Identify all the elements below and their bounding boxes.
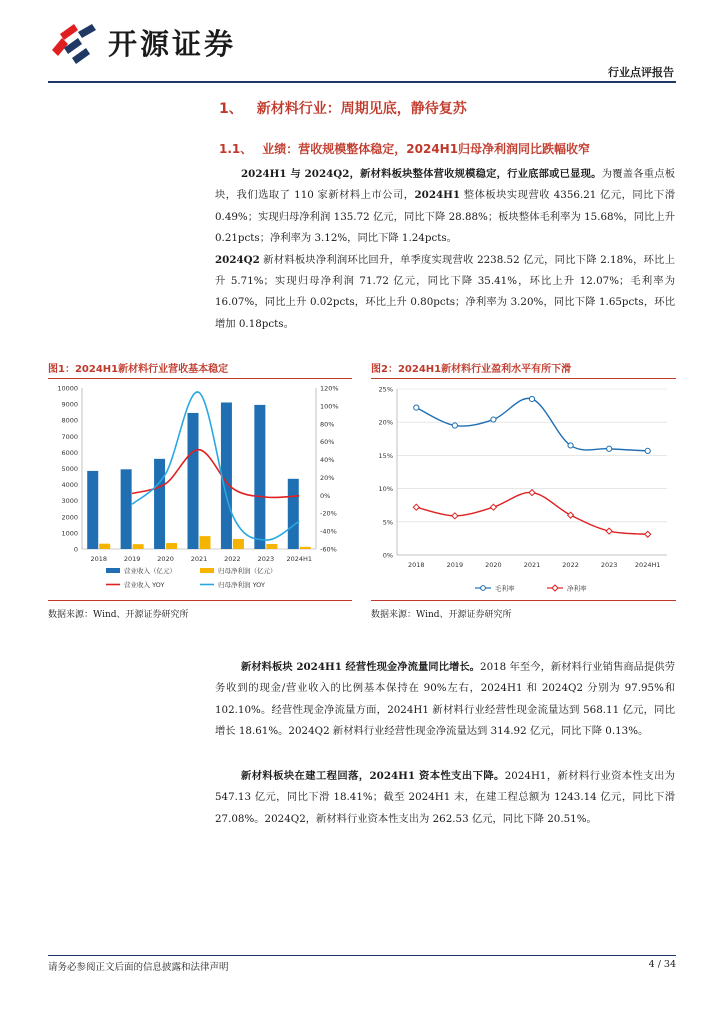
- bar-revenue: [254, 405, 265, 549]
- section-title: 新材料行业：周期见底，静待复苏: [256, 101, 467, 117]
- y-tick-label-left: 9000: [61, 400, 78, 409]
- subsection-number: 1.1、: [219, 142, 253, 156]
- page-number: 4 / 34: [648, 959, 676, 970]
- bar-net-profit: [99, 544, 110, 549]
- point-gross-margin: [607, 446, 612, 451]
- y-tick-label-right: 60%: [320, 438, 335, 447]
- point-net-margin: [568, 512, 574, 518]
- bar-revenue: [154, 459, 165, 549]
- subsection-heading: [219, 140, 590, 157]
- y-tick-label-left: 1000: [61, 529, 78, 538]
- paragraph-text: 2024H1，新材料行业资本性支出为 547.13 亿元，同比下滑 18.41%；截至 2024H1 末，在建工程总额为 1243.14 亿元，同比下滑 27.08%。2024Q2，新材料行业资本性支出为 262.53 亿元，同比下降 20.51%。: [215, 770, 675, 825]
- y-tick-label-right: 40%: [320, 456, 335, 465]
- paragraph-capex: [215, 766, 675, 830]
- footer-disclaimer: 请务必参阅正文后面的信息披露和法律声明: [48, 962, 229, 973]
- x-tick-label: 2021: [190, 555, 208, 563]
- x-tick-label: 2018: [408, 561, 425, 569]
- bar-revenue: [188, 413, 199, 549]
- point-net-margin: [490, 504, 496, 510]
- paragraph-lead: 新材料板块在建工程回落，2024H1 资本性支出下降。: [241, 770, 505, 782]
- y-tick-label-right: -60%: [320, 545, 337, 554]
- point-gross-margin: [414, 405, 419, 410]
- y-tick-label-right: 0%: [320, 491, 331, 500]
- x-tick-label: 2022: [224, 555, 241, 563]
- y-tick-label: 15%: [378, 451, 393, 460]
- section-number: 1、: [219, 101, 243, 117]
- y-tick-label-left: 4000: [61, 481, 78, 490]
- y-tick-label-left: 5000: [61, 465, 78, 473]
- line-net-margin: [416, 492, 647, 534]
- paragraph-text: 新材料板块净利润环比回升，单季度实现营收 2238.52 亿元，同比下降 2.18%，环比上升 5.71%；实现归母净利润 71.72 亿元，同比下降 35.41%，环比上升 12.07%；毛利率为 16.07%，同比上升 0.02pcts，环比上升 0.80pcts；净利率为 3.20%，同比下降 1.65pcts，环比增加 0.18pcts。: [215, 253, 675, 330]
- bar-net-profit: [133, 544, 144, 549]
- figure1-title-rule: [48, 378, 352, 379]
- y-tick-label: 0%: [382, 551, 393, 560]
- point-gross-margin: [529, 396, 534, 401]
- bar-net-profit: [200, 536, 211, 549]
- y-tick-label-left: 3000: [61, 497, 78, 506]
- point-net-margin: [413, 504, 419, 510]
- legend-label: 毛利率: [495, 584, 515, 593]
- point-gross-margin: [491, 417, 496, 422]
- subsection-title: 业绩：营收规模整体稳定，2024H1归母净利润同比跌幅收窄: [262, 142, 591, 156]
- figure1-source: 数据来源：Wind、开源证券研究所: [48, 610, 189, 620]
- x-tick-label: 2018: [90, 555, 107, 563]
- logo-text: 开源证券: [108, 26, 237, 61]
- point-gross-margin: [645, 448, 650, 453]
- figure1-title: 图1：2024H1新材料行业营收基本稳定: [48, 364, 229, 375]
- legend-marker: [481, 586, 486, 591]
- bar-revenue: [87, 471, 98, 549]
- legend-marker: [552, 585, 558, 591]
- legend-label: 营业收入（亿元）: [124, 567, 176, 575]
- bar-net-profit: [166, 543, 177, 549]
- point-net-margin: [606, 528, 612, 534]
- y-tick-label: 10%: [378, 485, 393, 494]
- point-net-margin: [645, 531, 651, 537]
- legend-label: 归母净利润 YOY: [218, 581, 265, 589]
- paragraph-text: 整体板块实现营收 4356.21 亿元，同比下滑 0.49%；实现归母净利润 135.72 亿元，同比下降 28.88%；板块整体毛利率为 15.68%，同比上升 0.21pcts；净利率为 3.12%，同比下降 1.24pcts。: [215, 189, 675, 245]
- bar-net-profit: [266, 544, 277, 549]
- x-tick-label: 2022: [562, 561, 579, 569]
- brand-logo: [48, 20, 236, 64]
- point-net-margin: [452, 513, 458, 519]
- point-net-margin: [529, 490, 535, 496]
- legend-label: 营业收入 YOY: [124, 581, 165, 589]
- figure2-title: 图2：2024H1新材料行业盈利水平有所下滑: [371, 364, 572, 375]
- x-tick-label: 2020: [157, 555, 174, 563]
- y-tick-label-left: 7000: [61, 432, 78, 441]
- figure1-chart: [48, 380, 352, 600]
- y-tick-label-left: 0: [73, 545, 78, 554]
- bar-revenue: [288, 479, 299, 549]
- point-gross-margin: [452, 423, 457, 428]
- y-tick-label-right: 20%: [320, 473, 335, 482]
- x-tick-label: 2023: [257, 555, 275, 563]
- line-gross-margin: [416, 398, 647, 451]
- bar-net-profit: [300, 547, 311, 549]
- x-tick-label: 2019: [446, 561, 464, 569]
- header-divider: [48, 81, 676, 83]
- y-tick-label-left: 8000: [61, 416, 78, 425]
- bar-net-profit: [233, 539, 244, 549]
- y-tick-label-left: 6000: [61, 448, 78, 457]
- y-tick-label: 5%: [382, 518, 393, 527]
- y-tick-label: 20%: [378, 418, 393, 427]
- paragraph-cashflow: [215, 657, 675, 743]
- y-tick-label-right: -20%: [320, 509, 337, 518]
- figure1-bottom-rule: [48, 600, 352, 601]
- figure2-bottom-rule: [371, 600, 676, 601]
- footer-divider: [48, 955, 676, 956]
- x-tick-label: 2021: [523, 561, 541, 569]
- paragraph-bold: 2024H1: [414, 189, 461, 202]
- paragraph-text: 为覆盖各重点板块，我们选取了 110 家新材料上市公司，: [215, 168, 675, 202]
- paragraph-lead: 2024H1 与 2024Q2，新材料板块整体营收规模稳定，行业底部或已显现。: [241, 168, 602, 180]
- y-tick-label-right: 80%: [320, 420, 335, 429]
- paragraph-text: 2018 年至今，新材料行业销售商品提供劳务收到的现金/营业收入的比例基本保持在 90%左右，2024H1 和 2024Q2 分别为 97.95%和 102.10%。经营性现金净流量方面，2024H1 新材料行业经营性现金流量达到 568.11 亿元，同比增长 18.61%。2024Q2 新材料行业经营性现金净流量达到 314.92 亿元，同比下降 0.13%。: [215, 661, 675, 738]
- paragraph-bold: 2024Q2: [215, 253, 260, 266]
- legend-label: 归母净利润（亿元）: [218, 567, 277, 575]
- bar-revenue: [121, 469, 132, 549]
- x-tick-label: 2020: [485, 561, 502, 569]
- legend-label: 净利率: [567, 584, 587, 593]
- figure2-chart: [371, 380, 676, 600]
- legend-swatch: [200, 568, 214, 573]
- y-tick-label-left: 2000: [61, 513, 78, 522]
- report-type: 行业点评报告: [608, 66, 674, 79]
- y-tick-label: 25%: [378, 385, 393, 394]
- paragraph-lead: 新材料板块 2024H1 经营性现金净流量同比增长。: [241, 661, 481, 673]
- section-heading: [219, 98, 467, 118]
- y-tick-label-right: -40%: [320, 527, 337, 536]
- x-tick-label: 2024H1: [286, 555, 313, 563]
- figure2-source: 数据来源：Wind、开源证券研究所: [371, 610, 512, 620]
- x-tick-label: 2024H1: [634, 561, 661, 569]
- point-gross-margin: [568, 443, 573, 448]
- legend-swatch: [106, 568, 120, 573]
- logo-mark-icon: [48, 20, 106, 64]
- x-tick-label: 2019: [123, 555, 141, 563]
- figure2-title-rule: [371, 378, 676, 379]
- y-tick-label-right: 120%: [320, 384, 339, 393]
- y-tick-label-left: 10000: [57, 384, 78, 393]
- paragraph-performance: [215, 164, 675, 335]
- x-tick-label: 2023: [600, 561, 618, 569]
- y-tick-label-right: 100%: [320, 402, 339, 411]
